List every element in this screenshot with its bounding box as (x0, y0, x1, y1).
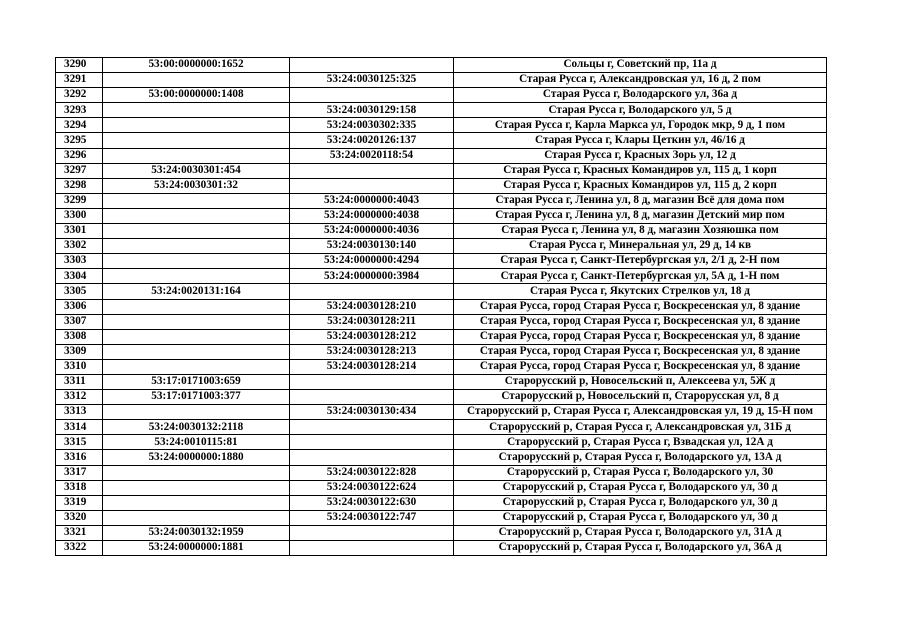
table-row (56, 450, 827, 465)
address-cell: Старорусский р, Старая Русса г, Александровская ул, 31Б д (454, 420, 827, 435)
cadastral-number-alt-cell: 53:24:0030130:434 (290, 405, 454, 420)
cadastral-number-cell (103, 510, 290, 525)
address-cell: Старая Русса г, Ленина ул, 8 д, магазин Детский мир пом (454, 208, 827, 223)
cadastral-number-alt-cell: 53:24:0030302:335 (290, 118, 454, 133)
address-cell: Старорусский р, Старая Русса г, Володарского ул, 30 д (454, 510, 827, 525)
row-number-cell: 3308 (56, 329, 103, 344)
cadastral-number-alt-cell (290, 374, 454, 389)
row-number-cell: 3292 (56, 88, 103, 103)
cadastral-number-cell (103, 359, 290, 374)
cadastral-number-cell (103, 344, 290, 359)
table-row (56, 510, 827, 525)
cadastral-number-cell (103, 73, 290, 88)
cadastral-number-alt-cell: 53:24:0030128:211 (290, 314, 454, 329)
row-number-cell: 3309 (56, 344, 103, 359)
address-cell: Старорусский р, Новосельский п, Старорусская ул, 8 д (454, 390, 827, 405)
table-row (56, 239, 827, 254)
address-cell: Старая Русса, город Старая Русса г, Воскресенская ул, 8 здание (454, 344, 827, 359)
address-cell: Старая Русса, город Старая Русса г, Воскресенская ул, 8 здание (454, 314, 827, 329)
table-row (56, 88, 827, 103)
table-row (56, 58, 827, 73)
cadastral-number-cell (103, 269, 290, 284)
row-number-cell: 3322 (56, 541, 103, 556)
row-number-cell: 3303 (56, 254, 103, 269)
table-row (56, 103, 827, 118)
cadastral-number-alt-cell: 53:24:0020126:137 (290, 133, 454, 148)
cadastral-number-cell (103, 133, 290, 148)
address-cell: Старая Русса, город Старая Русса г, Воскресенская ул, 8 здание (454, 299, 827, 314)
table-row (56, 163, 827, 178)
cadastral-number-cell: 53:24:0000000:1881 (103, 541, 290, 556)
row-number-cell: 3310 (56, 359, 103, 374)
cadastral-number-alt-cell: 53:24:0030122:624 (290, 480, 454, 495)
cadastral-number-cell (103, 254, 290, 269)
address-cell: Старорусский р, Старая Русса г, Володарского ул, 30 д (454, 480, 827, 495)
cadastral-number-alt-cell: 53:24:0030128:213 (290, 344, 454, 359)
table-row (56, 73, 827, 88)
cadastral-number-alt-cell: 53:24:0000000:4036 (290, 224, 454, 239)
registry-table-body (56, 58, 827, 556)
cadastral-number-cell: 53:17:0171003:659 (103, 374, 290, 389)
row-number-cell: 3307 (56, 314, 103, 329)
cadastral-number-cell: 53:00:0000000:1652 (103, 58, 290, 73)
cadastral-number-alt-cell (290, 58, 454, 73)
row-number-cell: 3304 (56, 269, 103, 284)
cadastral-number-cell: 53:00:0000000:1408 (103, 88, 290, 103)
table-row (56, 374, 827, 389)
address-cell: Старая Русса г, Красных Командиров ул, 115 д, 1 корп (454, 163, 827, 178)
address-cell: Старая Русса г, Красных Зорь ул, 12 д (454, 148, 827, 163)
cadastral-number-alt-cell (290, 163, 454, 178)
table-row (56, 480, 827, 495)
row-number-cell: 3315 (56, 435, 103, 450)
row-number-cell: 3295 (56, 133, 103, 148)
cadastral-number-cell: 53:24:0030301:32 (103, 178, 290, 193)
cadastral-number-cell: 53:24:0030301:454 (103, 163, 290, 178)
table-row (56, 359, 827, 374)
table-row (56, 193, 827, 208)
table-row (56, 465, 827, 480)
address-cell: Старая Русса г, Ленина ул, 8 д, магазин Всё для дома пом (454, 193, 827, 208)
table-row (56, 435, 827, 450)
cadastral-number-alt-cell (290, 284, 454, 299)
cadastral-number-alt-cell: 53:24:0030122:828 (290, 465, 454, 480)
cadastral-number-cell (103, 208, 290, 223)
row-number-cell: 3290 (56, 58, 103, 73)
cadastral-number-cell (103, 239, 290, 254)
cadastral-number-alt-cell (290, 525, 454, 540)
cadastral-number-cell (103, 495, 290, 510)
row-number-cell: 3319 (56, 495, 103, 510)
cadastral-number-cell (103, 148, 290, 163)
cadastral-number-alt-cell: 53:24:0030128:214 (290, 359, 454, 374)
table-row (56, 344, 827, 359)
cadastral-number-alt-cell (290, 541, 454, 556)
cadastral-number-alt-cell: 53:24:0000000:4043 (290, 193, 454, 208)
table-row (56, 405, 827, 420)
row-number-cell: 3312 (56, 390, 103, 405)
cadastral-number-cell: 53:24:0030132:1959 (103, 525, 290, 540)
cadastral-number-alt-cell: 53:24:0020118:54 (290, 148, 454, 163)
address-cell: Старорусский р, Старая Русса г, Взвадская ул, 12А д (454, 435, 827, 450)
row-number-cell: 3317 (56, 465, 103, 480)
cadastral-number-alt-cell (290, 420, 454, 435)
cadastral-number-alt-cell (290, 390, 454, 405)
address-cell: Старорусский р, Новосельский п, Алексеева ул, 5Ж д (454, 374, 827, 389)
cadastral-number-cell: 53:17:0171003:377 (103, 390, 290, 405)
row-number-cell: 3321 (56, 525, 103, 540)
table-row (56, 329, 827, 344)
row-number-cell: 3306 (56, 299, 103, 314)
address-cell: Старорусский р, Старая Русса г, Володарского ул, 36А д (454, 541, 827, 556)
table-row (56, 299, 827, 314)
address-cell: Старая Русса г, Красных Командиров ул, 115 д, 2 корп (454, 178, 827, 193)
row-number-cell: 3318 (56, 480, 103, 495)
cadastral-number-cell (103, 329, 290, 344)
cadastral-number-alt-cell (290, 450, 454, 465)
cadastral-number-alt-cell: 53:24:0030125:325 (290, 73, 454, 88)
cadastral-number-cell (103, 465, 290, 480)
row-number-cell: 3305 (56, 284, 103, 299)
row-number-cell: 3311 (56, 374, 103, 389)
row-number-cell: 3314 (56, 420, 103, 435)
cadastral-number-cell: 53:24:0020131:164 (103, 284, 290, 299)
cadastral-number-cell: 53:24:0030132:2118 (103, 420, 290, 435)
address-cell: Старая Русса г, Якутских Стрелков ул, 18 д (454, 284, 827, 299)
row-number-cell: 3316 (56, 450, 103, 465)
row-number-cell: 3298 (56, 178, 103, 193)
row-number-cell: 3297 (56, 163, 103, 178)
cadastral-number-alt-cell: 53:24:0030130:140 (290, 239, 454, 254)
address-cell: Старорусский р, Старая Русса г, Володарского ул, 13А д (454, 450, 827, 465)
cadastral-number-alt-cell: 53:24:0030122:630 (290, 495, 454, 510)
row-number-cell: 3299 (56, 193, 103, 208)
cadastral-number-alt-cell (290, 88, 454, 103)
cadastral-number-cell (103, 314, 290, 329)
address-cell: Старорусский р, Старая Русса г, Володарского ул, 30 (454, 465, 827, 480)
cadastral-number-alt-cell: 53:24:0030128:210 (290, 299, 454, 314)
cadastral-number-cell (103, 103, 290, 118)
table-row (56, 314, 827, 329)
cadastral-number-cell (103, 118, 290, 133)
table-row (56, 525, 827, 540)
cadastral-number-cell: 53:24:0010115:81 (103, 435, 290, 450)
address-cell: Старорусский р, Старая Русса г, Александровская ул, 19 д, 15-Н пом (454, 405, 827, 420)
row-number-cell: 3294 (56, 118, 103, 133)
table-row (56, 118, 827, 133)
cadastral-number-cell: 53:24:0000000:1880 (103, 450, 290, 465)
cadastral-number-cell (103, 193, 290, 208)
row-number-cell: 3291 (56, 73, 103, 88)
row-number-cell: 3320 (56, 510, 103, 525)
cadastral-number-alt-cell: 53:24:0030128:212 (290, 329, 454, 344)
table-row (56, 541, 827, 556)
table-row (56, 495, 827, 510)
row-number-cell: 3296 (56, 148, 103, 163)
cadastral-number-alt-cell: 53:24:0030129:158 (290, 103, 454, 118)
table-row (56, 284, 827, 299)
table-row (56, 390, 827, 405)
cadastral-number-alt-cell (290, 178, 454, 193)
table-row (56, 178, 827, 193)
address-cell: Старая Русса г, Клары Цеткин ул, 46/16 д (454, 133, 827, 148)
row-number-cell: 3313 (56, 405, 103, 420)
cadastral-number-cell (103, 480, 290, 495)
cadastral-number-cell (103, 405, 290, 420)
table-row (56, 148, 827, 163)
address-cell: Старая Русса г, Санкт-Петербургская ул, 5А д, 1-Н пом (454, 269, 827, 284)
address-cell: Старая Русса г, Карла Маркса ул, Городок мкр, 9 д, 1 пом (454, 118, 827, 133)
table-row (56, 133, 827, 148)
address-cell: Сольцы г, Советский пр, 11а д (454, 58, 827, 73)
address-cell: Старорусский р, Старая Русса г, Володарского ул, 31А д (454, 525, 827, 540)
cadastral-number-cell (103, 224, 290, 239)
address-cell: Старая Русса г, Александровская ул, 16 д, 2 пом (454, 73, 827, 88)
table-row (56, 224, 827, 239)
row-number-cell: 3301 (56, 224, 103, 239)
cadastral-number-alt-cell: 53:24:0000000:4038 (290, 208, 454, 223)
table-row (56, 420, 827, 435)
address-cell: Старая Русса, город Старая Русса г, Воскресенская ул, 8 здание (454, 359, 827, 374)
address-cell: Старорусский р, Старая Русса г, Володарского ул, 30 д (454, 495, 827, 510)
cadastral-number-cell (103, 299, 290, 314)
table-row (56, 208, 827, 223)
cadastral-number-alt-cell (290, 435, 454, 450)
address-cell: Старая Русса, город Старая Русса г, Воскресенская ул, 8 здание (454, 329, 827, 344)
row-number-cell: 3300 (56, 208, 103, 223)
address-cell: Старая Русса г, Санкт-Петербургская ул, 2/1 д, 2-Н пом (454, 254, 827, 269)
table-row (56, 269, 827, 284)
cadastral-number-alt-cell: 53:24:0000000:4294 (290, 254, 454, 269)
row-number-cell: 3302 (56, 239, 103, 254)
row-number-cell: 3293 (56, 103, 103, 118)
address-cell: Старая Русса г, Ленина ул, 8 д, магазин Хозяюшка пом (454, 224, 827, 239)
property-registry-table (55, 57, 827, 556)
address-cell: Старая Русса г, Минеральная ул, 29 д, 14 кв (454, 239, 827, 254)
cadastral-number-alt-cell: 53:24:0000000:3984 (290, 269, 454, 284)
address-cell: Старая Русса г, Володарского ул, 5 д (454, 103, 827, 118)
table-row (56, 254, 827, 269)
address-cell: Старая Русса г, Володарского ул, 36а д (454, 88, 827, 103)
cadastral-number-alt-cell: 53:24:0030122:747 (290, 510, 454, 525)
